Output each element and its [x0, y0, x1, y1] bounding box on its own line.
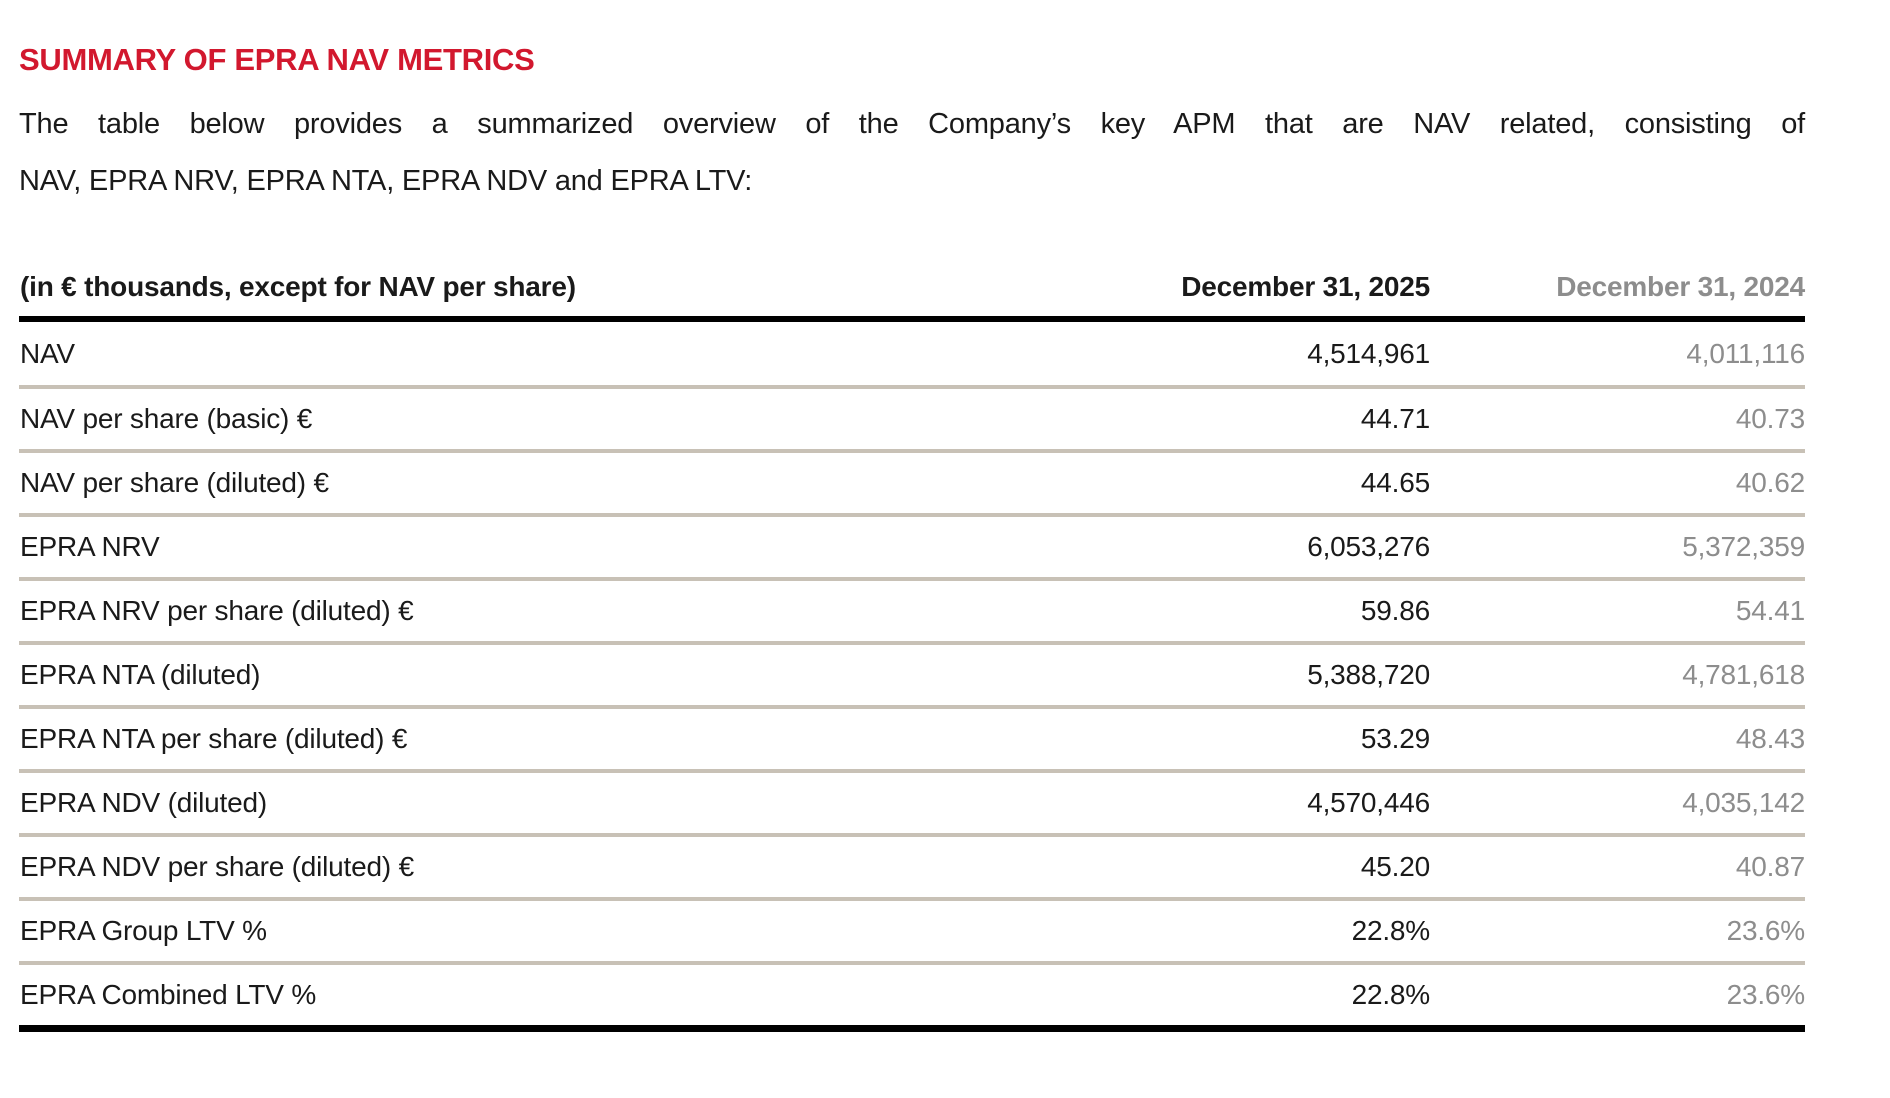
value-2024: 5,372,359 [1682, 531, 1805, 562]
table-row [19, 769, 1805, 833]
value-2024: 4,781,618 [1682, 659, 1805, 690]
value-2025: 4,570,446 [1307, 787, 1430, 818]
metric-label: EPRA NTA per share (diluted) € [20, 723, 408, 754]
value-2025: 22.8% [1351, 979, 1430, 1010]
table-row [19, 833, 1805, 897]
value-2025: 44.71 [1360, 403, 1430, 434]
value-2024: 40.62 [1735, 467, 1805, 498]
table-row [19, 322, 1805, 385]
table-row [19, 449, 1805, 513]
metric-label: NAV per share (basic) € [20, 403, 313, 434]
metric-label: EPRA NRV per share (diluted) € [20, 595, 414, 626]
value-2024: 48.43 [1735, 723, 1805, 754]
value-2025: 5,388,720 [1307, 659, 1430, 690]
table-header-label: (in € thousands, except for NAV per share) [20, 271, 576, 302]
metric-label: EPRA NDV per share (diluted) € [20, 851, 414, 882]
value-2025: 22.8% [1351, 915, 1430, 946]
value-2024: 4,035,142 [1682, 787, 1805, 818]
table-header-row [19, 258, 1805, 322]
value-2024: 40.73 [1735, 403, 1805, 434]
value-2025: 4,514,961 [1307, 337, 1430, 369]
value-2024: 4,011,116 [1686, 337, 1805, 369]
table-row [19, 705, 1805, 769]
table-header-dec-2024: December 31, 2024 [1556, 271, 1805, 302]
value-2024: 40.87 [1735, 851, 1805, 882]
table-row [19, 385, 1805, 449]
value-2025: 6,053,276 [1307, 531, 1430, 562]
intro-line-1: The table below provides a summarized overview of the Company’s key APM that are NAV related, consisting of [19, 108, 1805, 140]
intro-paragraph [19, 96, 1805, 210]
section-title: SUMMARY OF EPRA NAV METRICS [19, 42, 535, 77]
value-2025: 45.20 [1360, 851, 1430, 882]
epra-nav-metrics-table [19, 258, 1805, 1032]
metric-label: EPRA NTA (diluted) [20, 659, 261, 690]
value-2024: 54.41 [1735, 595, 1805, 626]
value-2024: 23.6% [1726, 979, 1805, 1010]
metric-label: EPRA Group LTV % [20, 915, 267, 946]
metric-label: EPRA NRV [20, 531, 160, 562]
table-row [19, 961, 1805, 1025]
table-row [19, 641, 1805, 705]
value-2024: 23.6% [1726, 915, 1805, 946]
table-row [19, 513, 1805, 577]
metric-label: EPRA NDV (diluted) [20, 787, 267, 818]
value-2025: 59.86 [1360, 595, 1430, 626]
metric-label: EPRA Combined LTV % [20, 979, 317, 1010]
metric-label: NAV [20, 337, 75, 369]
table-header-dec-2025: December 31, 2025 [1181, 271, 1430, 302]
intro-line-2: NAV, EPRA NRV, EPRA NTA, EPRA NDV and EPRA LTV: [19, 165, 753, 197]
table-row [19, 577, 1805, 641]
metric-label: NAV per share (diluted) € [20, 467, 329, 498]
value-2025: 53.29 [1360, 723, 1430, 754]
value-2025: 44.65 [1360, 467, 1430, 498]
table-row [19, 897, 1805, 961]
